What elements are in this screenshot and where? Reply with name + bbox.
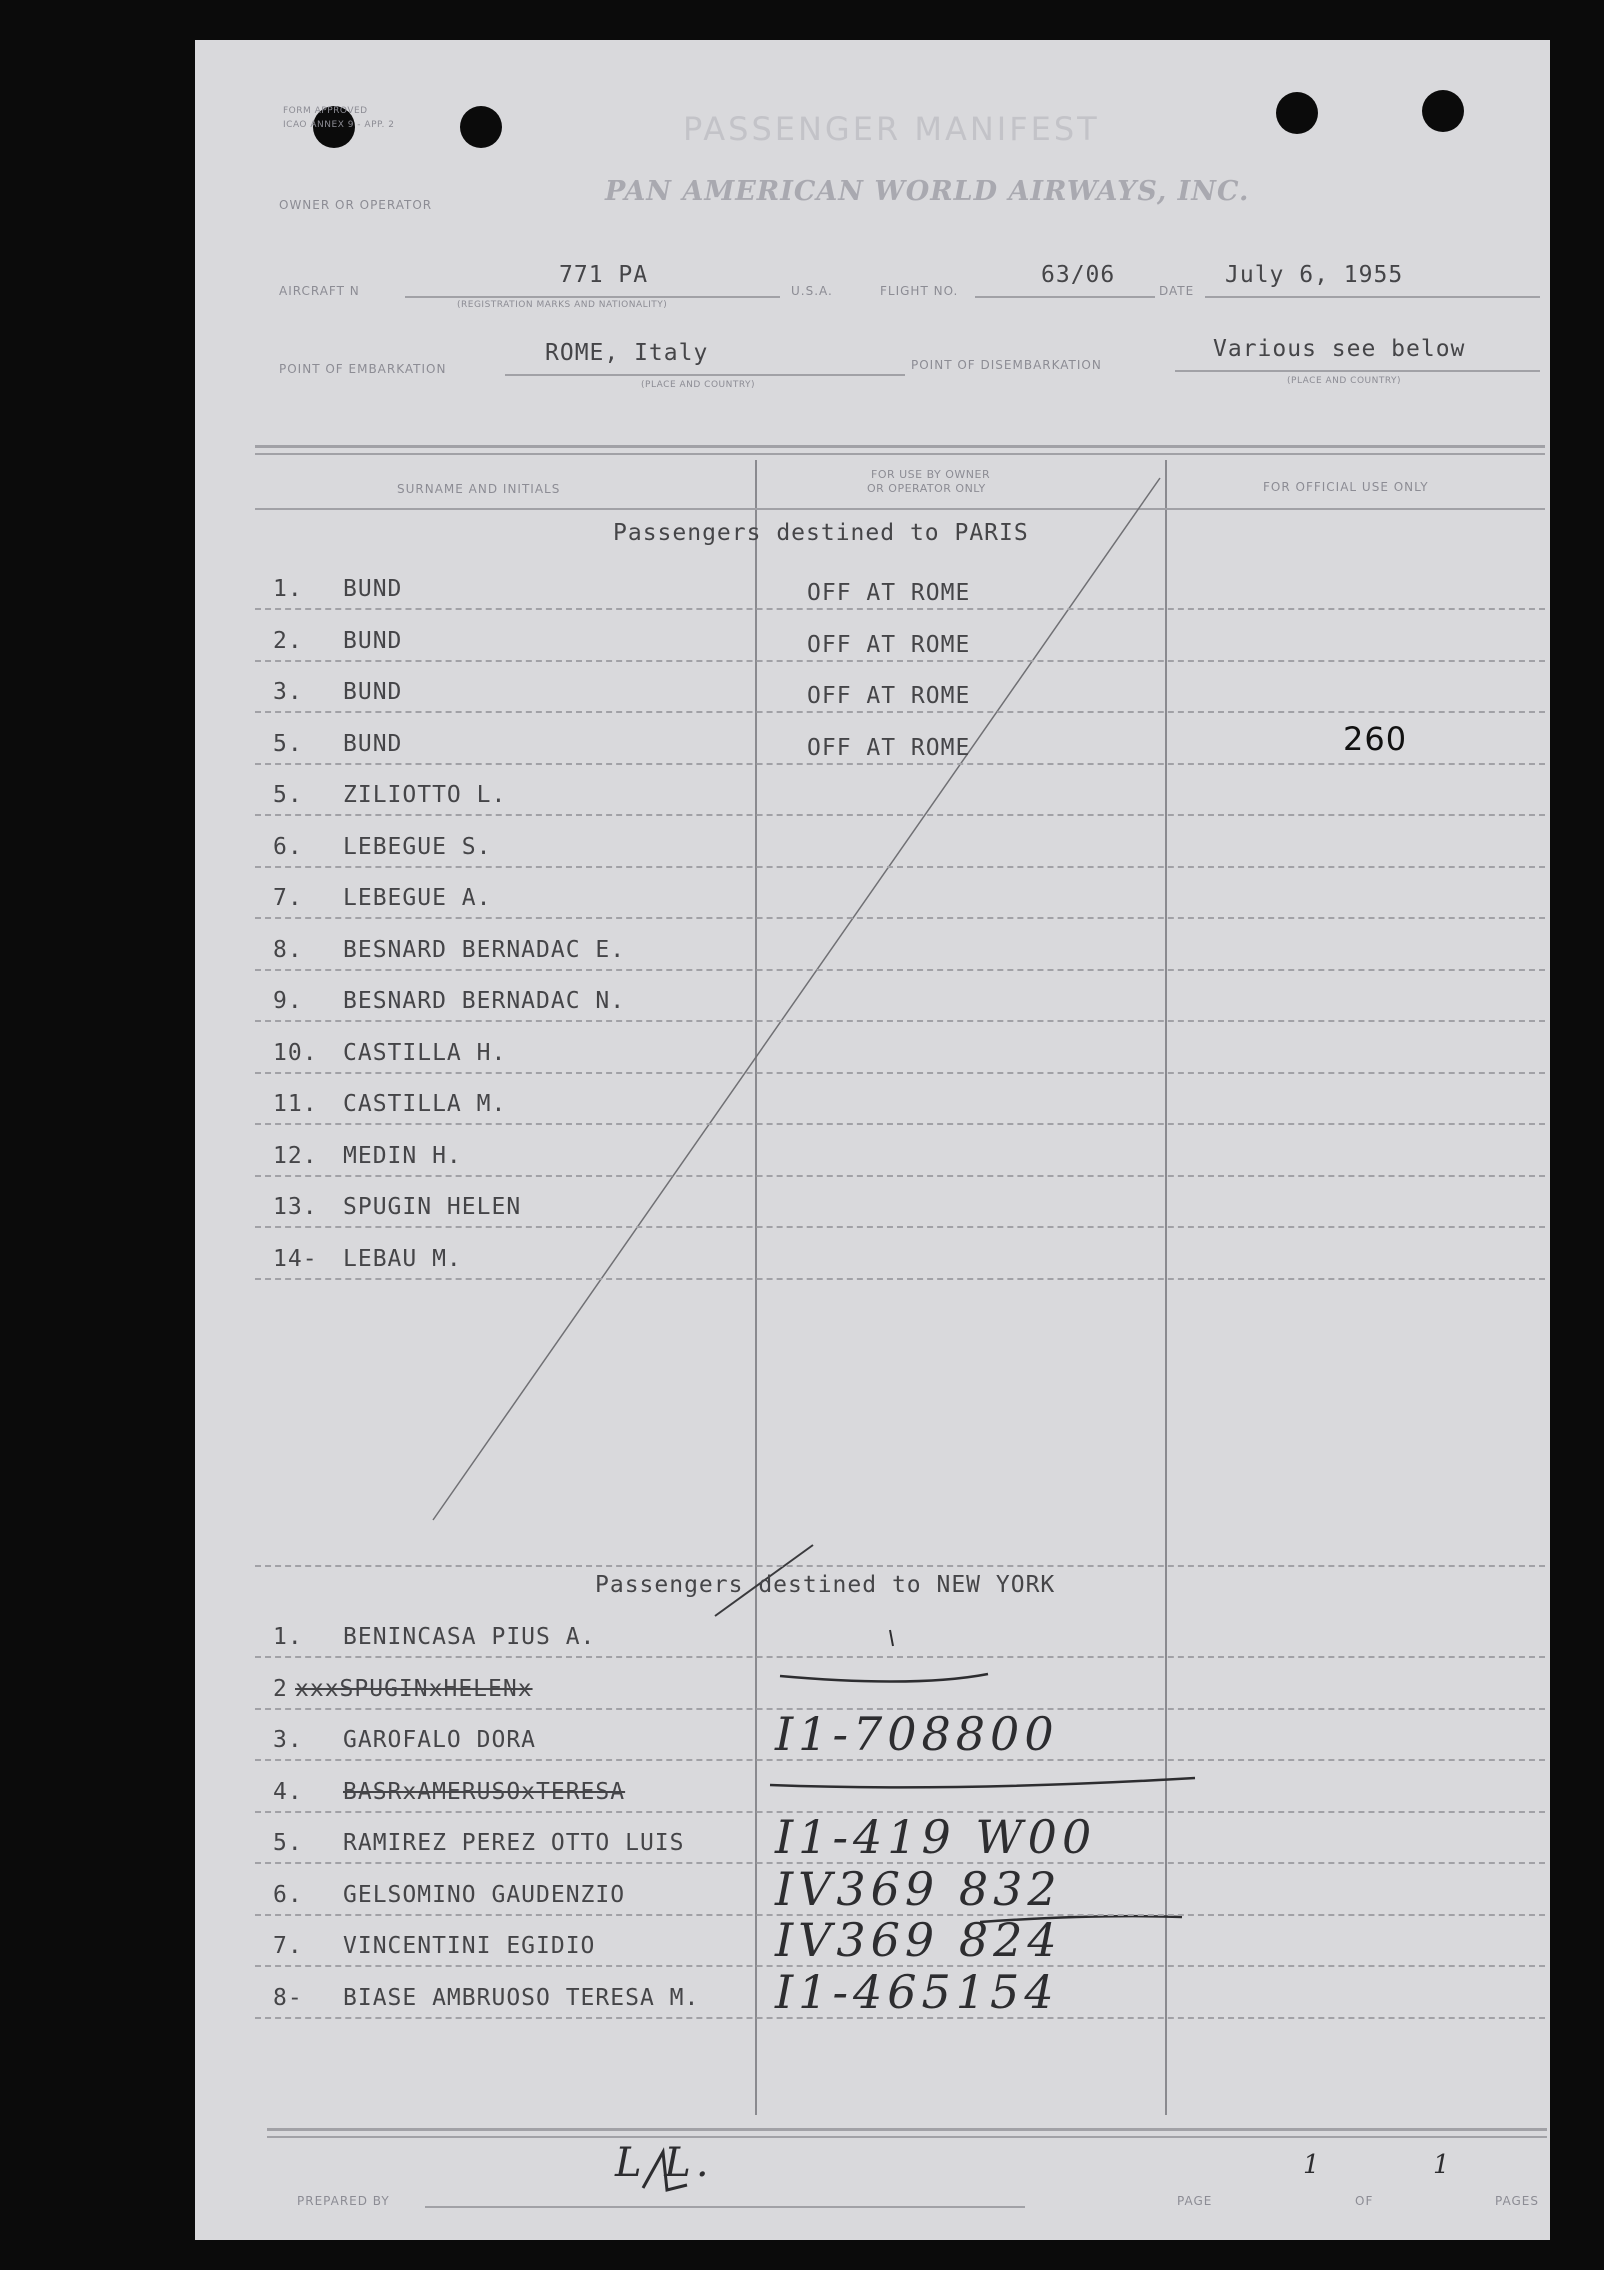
passenger-number: 8- — [273, 1984, 303, 2011]
passenger-name: LEBEGUE A. — [343, 885, 492, 911]
passenger-number: 6. — [273, 1881, 303, 1908]
page-label: PAGE — [1177, 2194, 1213, 2208]
row-rule — [255, 608, 1545, 610]
aircraft-sublabel: (REGISTRATION MARKS AND NATIONALITY) — [457, 300, 668, 310]
passenger-number: 14- — [273, 1245, 318, 1272]
row-rule — [255, 1072, 1545, 1074]
passenger-name: LEBEGUE S. — [343, 833, 492, 860]
row-rule — [255, 1175, 1545, 1177]
passenger-number: 1. — [273, 576, 303, 602]
owner-note: I1-419 W00 — [775, 1810, 1097, 1864]
row-rule — [255, 969, 1545, 971]
passenger-number: 7. — [273, 885, 303, 911]
pages-label: PAGES — [1495, 2194, 1539, 2208]
passenger-name: BASRxAMERUSOxTERESA — [343, 1778, 626, 1805]
passenger-name: BUND — [343, 679, 403, 705]
passenger-name: CASTILLA M. — [343, 1091, 507, 1117]
date-label: DATE — [1159, 284, 1195, 298]
passenger-number: 7. — [273, 1933, 303, 1959]
owner-note: I1-708800 — [775, 1707, 1059, 1761]
operator-name: PAN AMERICAN WORLD AIRWAYS, INC. — [605, 176, 1250, 207]
passenger-name: RAMIREZ PEREZ OTTO LUIS — [343, 1830, 685, 1856]
owner-note: IV369 832 — [775, 1861, 1062, 1916]
of-label: OF — [1355, 2194, 1374, 2208]
passenger-name: GAROFALO DORA — [343, 1727, 537, 1753]
passenger-name: CASTILLA H. — [343, 1039, 507, 1066]
embark-label: POINT OF EMBARKATION — [279, 362, 447, 376]
passenger-name: ZILIOTTO L. — [343, 782, 507, 808]
row-rule — [255, 917, 1545, 919]
aircraft-label: AIRCRAFT N — [279, 284, 360, 298]
passenger-number: 6. — [273, 833, 303, 860]
passenger-number: 11. — [273, 1091, 318, 1117]
embark-value: ROME, Italy — [545, 340, 709, 366]
passenger-name: MEDIN H. — [343, 1142, 462, 1169]
row-rule — [255, 1226, 1545, 1228]
official-column-header: FOR OFFICIAL USE ONLY — [1263, 480, 1429, 494]
form-title: PASSENGER MANIFEST — [683, 110, 1100, 148]
owner-label: OWNER OR OPERATOR — [279, 198, 433, 212]
passenger-name: BUND — [343, 576, 403, 602]
prepared-label: PREPARED BY — [297, 2194, 390, 2208]
owner-column-header-line-1: FOR USE BY OWNER — [871, 468, 991, 481]
passenger-number: 3. — [273, 1727, 303, 1753]
owner-note: OFF AT ROME — [807, 734, 971, 761]
page-value: 1 — [1303, 2150, 1325, 2180]
row-rule — [255, 814, 1545, 816]
disembark-label: POINT OF DISEMBARKATION — [911, 358, 1102, 372]
passenger-name: GELSOMINO GAUDENZIO — [343, 1881, 626, 1908]
owner-note: OFF AT ROME — [807, 580, 971, 606]
flight-label: FLIGHT NO. — [880, 284, 959, 298]
passenger-name: BESNARD BERNADAC N. — [343, 988, 626, 1014]
owner-note: OFF AT ROME — [807, 631, 971, 658]
passenger-name: VINCENTINI EGIDIO — [343, 1933, 596, 1959]
embark-sublabel: (PLACE AND COUNTRY) — [641, 380, 756, 390]
row-rule — [255, 866, 1545, 868]
passenger-name: BENINCASA PIUS A. — [343, 1624, 596, 1650]
passenger-name: SPUGIN HELEN — [343, 1194, 522, 1220]
passenger-number: 1. — [273, 1624, 303, 1650]
corner-stamp-line-2: ICAO ANNEX 9 - APP. 2 — [283, 120, 395, 130]
passenger-number: 5. — [273, 1830, 303, 1856]
passenger-name: BUND — [343, 730, 403, 757]
passenger-number: 8. — [273, 936, 303, 963]
official-note: 260 — [1343, 720, 1408, 758]
passenger-number: 10. — [273, 1039, 318, 1066]
aircraft-value: 771 PA — [559, 262, 649, 288]
owner-note: I1-465154 — [775, 1964, 1059, 2019]
manifest-sheet — [195, 40, 1550, 2240]
corner-stamp-line-1: FORM APPROVED — [283, 106, 368, 116]
row-rule — [255, 711, 1545, 713]
passenger-name: BUND — [343, 627, 403, 654]
disembark-sublabel: (PLACE AND COUNTRY) — [1287, 376, 1402, 386]
row-rule — [255, 660, 1545, 662]
paris-heading: Passengers destined to PARIS — [613, 520, 1029, 546]
row-rule — [255, 763, 1545, 765]
row-rule — [255, 1656, 1545, 1658]
flight-value: 63/06 — [1041, 262, 1116, 288]
passenger-number: 2. — [273, 627, 303, 654]
usa-label: U.S.A. — [791, 284, 833, 298]
passenger-name: BESNARD BERNADAC E. — [343, 936, 626, 963]
row-rule — [255, 1278, 1545, 1280]
owner-note: IV369 824 — [775, 1913, 1062, 1967]
row-rule — [255, 1123, 1545, 1125]
surname-column-header: SURNAME AND INITIALS — [397, 482, 561, 496]
disembark-value: Various see below — [1213, 336, 1466, 362]
prepared-signature: L L. — [615, 2140, 714, 2186]
newyork-heading: Passengers destined to NEW YORK — [595, 1572, 1056, 1598]
passenger-number: 5. — [273, 730, 303, 757]
passenger-number: 3. — [273, 679, 303, 705]
passenger-number: 2 — [273, 1675, 288, 1702]
of-value: 1 — [1433, 2150, 1455, 2180]
passenger-name: xxxSPUGINxHELENx — [295, 1675, 533, 1702]
passenger-number: 13. — [273, 1194, 318, 1220]
passenger-number: 12. — [273, 1142, 318, 1169]
date-value: July 6, 1955 — [1225, 262, 1404, 288]
passenger-number: 5. — [273, 782, 303, 808]
passenger-name: BIASE AMBRUOSO TERESA M. — [343, 1984, 700, 2011]
owner-note: OFF AT ROME — [807, 683, 971, 709]
passenger-number: 4. — [273, 1778, 303, 1805]
passenger-name: LEBAU M. — [343, 1245, 462, 1272]
passenger-number: 9. — [273, 988, 303, 1014]
row-rule — [255, 1020, 1545, 1022]
owner-column-header-line-2: OR OPERATOR ONLY — [867, 482, 986, 495]
